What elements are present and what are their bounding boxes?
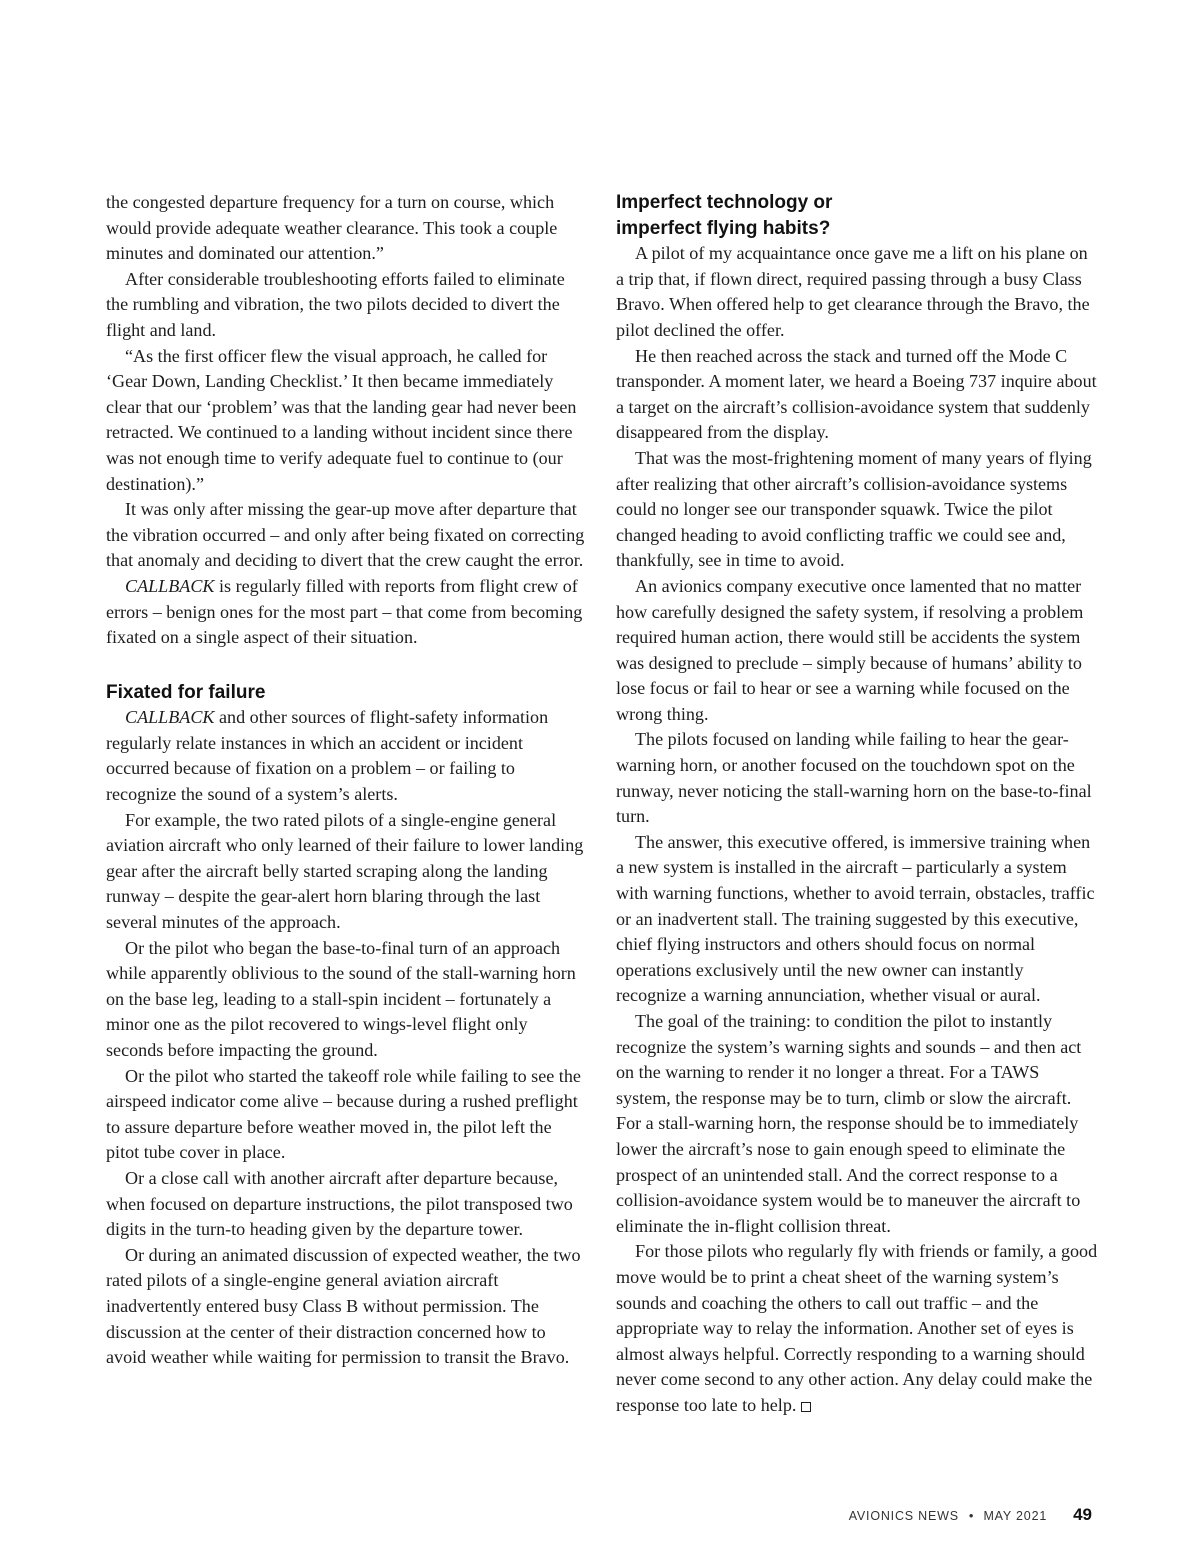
callback-title: CALLBACK bbox=[125, 575, 215, 596]
body-paragraph: The answer, this executive offered, is immersive training when a new system is installed in the aircraft – particularly a system with warning functions, whether to avoid terrain, obstacles, traffic or an inadvertent stall. The training suggested by this executive, chief flying instructors and others should focus on normal operations exclusively until the new owner can instantly recognize a warning annunciation, whether visual or aural. bbox=[616, 831, 1095, 1006]
body-paragraph: That was the most-frightening moment of many years of flying after realizing that other aircraft’s collision-avoidance systems could no longer see our transponder squawk. Twice the pilot changed heading to avoid conflicting traffic we could see and, thankfully, see in time to avoid. bbox=[616, 447, 1092, 571]
callback-text: is regularly filled with reports from flight crew of errors – benign ones for the most part – that come from becoming fixated on a single aspect of their situation. bbox=[106, 575, 583, 648]
left-column bbox=[106, 190, 588, 1371]
section-lead-paragraph bbox=[106, 705, 588, 807]
heading-line: imperfect flying habits? bbox=[616, 217, 831, 239]
body-paragraph: Or during an animated discussion of expected weather, the two rated pilots of a single-engine general aviation aircraft inadvertently entered busy Class B without permission. The discussion at the center of their distraction concerned how to avoid weather while waiting for permission to transit the Bravo. bbox=[106, 1244, 581, 1368]
body-paragraph: Or the pilot who began the base-to-final turn of an approach while apparently oblivious to the sound of the stall-warning horn on the base leg, leading to a stall-spin incident – fortunately a minor one as the pilot recovered to wings-level flight only seconds before impacting the ground. bbox=[106, 937, 576, 1060]
footer-date: MAY 2021 bbox=[983, 1509, 1048, 1523]
end-of-article-square-icon bbox=[801, 1402, 811, 1412]
body-paragraph: The pilots focused on landing while failing to hear the gear-warning horn, or another focused on the touchdown spot on the runway, never noticing the stall-warning horn on the base-to-final turn. bbox=[616, 729, 1092, 827]
body-paragraph: Or a close call with another aircraft after departure because, when focused on departure instructions, the pilot transposed two digits in the turn-to heading given by the departure tower. bbox=[106, 1167, 573, 1240]
body-paragraph: The goal of the training: to condition the pilot to instantly recognize the system’s warning sights and sounds – and then act on the warning to render it no longer a threat. For a TAWS system, the response may be to turn, climb or slow the aircraft. For a stall-warning horn, the response should be to immediately lower the aircraft’s nose to gain enough speed to eliminate the prospect of an unintended stall. And the correct response to a collision-avoidance system would be to maneuver the aircraft to eliminate the in-flight collision threat. bbox=[616, 1011, 1082, 1236]
section-heading-imperfect bbox=[616, 190, 1098, 241]
callback-paragraph bbox=[106, 574, 588, 651]
page-footer bbox=[849, 1505, 1092, 1525]
section-heading-fixated: Fixated for failure bbox=[106, 681, 266, 703]
page-number: 49 bbox=[1073, 1505, 1092, 1524]
body-paragraph: He then reached across the stack and turned off the Mode C transponder. A moment later, we heard a Boeing 737 inquire about a target on the aircraft’s collision-avoidance system that suddenly disappeared from the display. bbox=[616, 345, 1097, 443]
section-lead-text: and other sources of flight-safety information regularly relate instances in which an accident or incident occurred because of fixation on a problem – or failing to recognize the sound of a system’s alerts. bbox=[106, 707, 549, 805]
callback-title: CALLBACK bbox=[125, 707, 215, 728]
body-paragraph: An avionics company executive once lamented that no matter how carefully designed the safety system, if resolving a problem required human action, there would still be accidents the system was designed to preclude – simply because of humans’ ability to lose focus or fail to hear or see a warning while focused on the wrong thing. bbox=[616, 575, 1084, 724]
body-paragraph: “As the first officer flew the visual approach, he called for ‘Gear Down, Landing Checklist.’ It then became immediately clear that our ‘problem’ was that the landing gear had never been retracted. We continued to a landing without incident since there was not enough time to verify adequate fuel to continue to (our destination).” bbox=[106, 345, 577, 494]
final-paragraph bbox=[616, 1239, 1098, 1418]
body-paragraph: the congested departure frequency for a turn on course, which would provide adequate weather clearance. This took a couple minutes and dominated our attention.” bbox=[106, 192, 558, 264]
footer-separator: • bbox=[968, 1508, 974, 1523]
body-paragraph: It was only after missing the gear-up move after departure that the vibration occurred – and only after being fixated on correcting that anomaly and deciding to divert that the crew caught the error. bbox=[106, 499, 585, 571]
heading-line: Imperfect technology or bbox=[616, 192, 833, 213]
body-paragraph: Or the pilot who started the takeoff role while failing to see the airspeed indicator come alive – because during a rushed preflight to assure departure before weather moved in, the pilot left the pitot tube cover in place. bbox=[106, 1065, 581, 1163]
body-paragraph: For example, the two rated pilots of a single-engine general aviation aircraft who only learned of their failure to lower landing gear after the aircraft belly started scraping along the landing runway – despite the gear-alert horn blaring through the last several minutes of the approach. bbox=[106, 809, 584, 933]
body-paragraph: After considerable troubleshooting efforts failed to eliminate the rumbling and vibration, the two pilots decided to divert the flight and land. bbox=[106, 268, 565, 340]
body-paragraph: A pilot of my acquaintance once gave me a lift on his plane on a trip that, if flown direct, required passing through a busy Class Bravo. When offered help to get clearance through the Bravo, the pilot declined the offer. bbox=[616, 243, 1090, 340]
final-paragraph-text: For those pilots who regularly fly with friends or family, a good move would be to print a cheat sheet of the warning system’s sounds and coaching the others to call out traffic – and the appropriate way to relay the information. Another set of eyes is almost always helpful. Correctly responding to a warning should never come second to any other action. Any delay could make the response too late to help. bbox=[616, 1241, 1098, 1415]
right-column bbox=[616, 190, 1098, 1419]
footer-publication: AVIONICS NEWS bbox=[848, 1509, 959, 1523]
